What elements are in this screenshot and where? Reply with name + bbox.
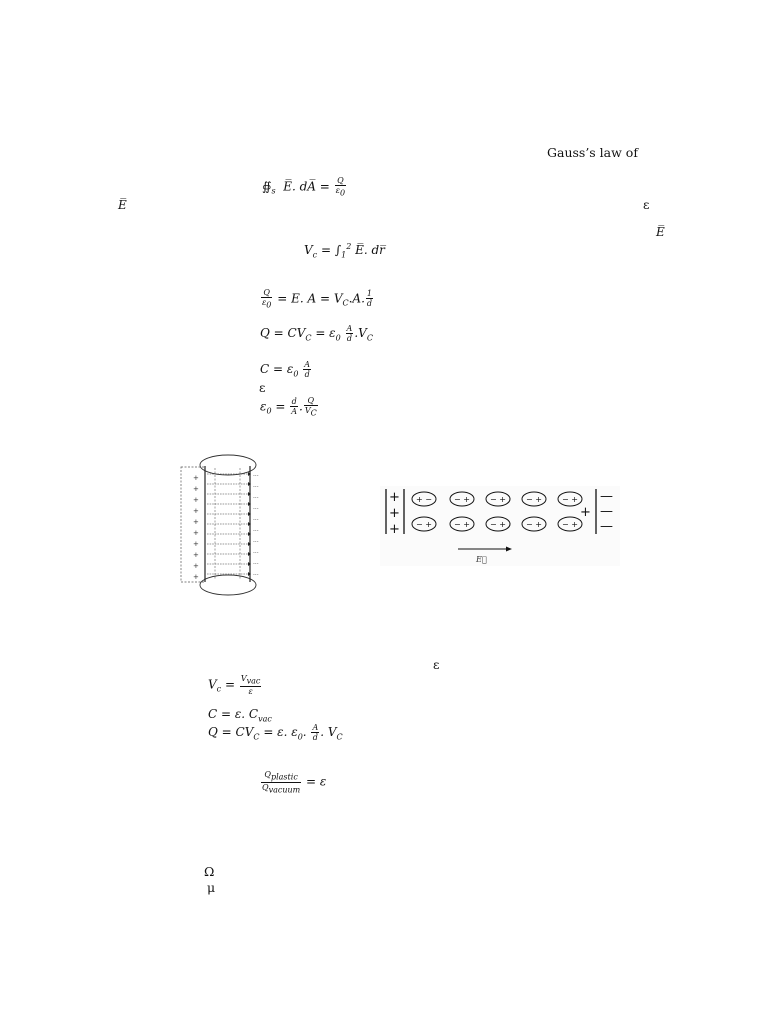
svg-text:···: ··· [253,572,259,579]
svg-text:− +: − + [562,495,578,504]
capacitance-equation: $C = \varepsilon_0$ $\frac{A}{d}$ [260,360,311,379]
omega-symbol: Ω [204,864,215,879]
svg-text:···: ··· [253,495,259,502]
svg-text:− +: − + [526,495,542,504]
svg-text:− +: − + [526,520,542,529]
right-plate-minus-1: — [600,489,613,504]
svg-text:···: ··· [253,528,259,535]
svg-text:···: ··· [253,506,259,513]
svg-text:+: + [193,562,199,570]
gauss-law-equation: $∯_s$ E̅. dA̅ = $\frac{Q}{\varepsilon_0}$ [262,176,346,198]
svg-text:+ −: + − [416,495,432,504]
e-field-symbol-left: E̅ [118,198,127,212]
bottom-fringe-arc [200,575,256,595]
svg-text:+: + [193,485,199,493]
voltage-dielectric-equation: $V_c$ = $\frac{V_{vac}}{\varepsilon}$ [208,674,261,696]
top-fringe-arc [200,455,256,475]
svg-text:− +: − + [454,520,470,529]
epsilon-symbol-lower: ε [433,657,440,672]
mu-symbol: μ [207,880,216,895]
svg-text:+: + [193,474,199,482]
left-plate-plus-3: + [389,522,400,537]
heading-fragment: Gauss’s law of [547,145,638,160]
flux-equation: $\frac{Q}{\varepsilon_0}$ = E. $A = V_C.A$. $\frac{1}{d}$ [262,288,373,310]
voltage-integral-equation: $V_c = \int_1^2$ E̅. dr̅ [304,242,385,260]
svg-text:···: ··· [253,561,259,568]
svg-text:···: ··· [253,550,259,557]
svg-text:− +: − + [562,520,578,529]
charge-equation: $Q = CV_C = \varepsilon_0$ $\frac{A}{d}$ $.V_C$ [260,324,373,343]
svg-text:+: + [193,518,199,526]
svg-text:+: + [193,507,199,515]
svg-text:+: + [193,496,199,504]
svg-text:− +: − + [490,495,506,504]
permittivity-equation: $\varepsilon_0$ = $\frac{d}{A}$ . $\frac{Q}{V_C}$ [260,396,317,418]
charge-dielectric-equation: $Q = CV_C = \varepsilon$. $\varepsilon_0$. $\frac{A}{d}$ . $V_C$ [208,723,343,742]
svg-text:− +: − + [454,495,470,504]
svg-text:···: ··· [253,484,259,491]
left-plate-plus-1: + [389,490,400,505]
svg-text:···: ··· [253,517,259,524]
svg-text:+: + [193,573,199,581]
svg-text:+: + [193,540,199,548]
right-plate-minus-3: — [600,519,613,534]
left-plate-plus-2: + [389,506,400,521]
parallel-plate-figure [178,452,278,597]
svg-text:+: + [193,551,199,559]
field-label: E⃗ [476,555,487,564]
charge-ratio-equation: $\frac{Q_{plastic}}{Q_{vacuum}}$ = ε [262,770,327,795]
svg-text:− +: − + [490,520,506,529]
epsilon-symbol-right: ε [643,197,650,212]
svg-text:+: + [193,529,199,537]
svg-text:···: ··· [253,473,259,480]
right-plate-minus-2: — [600,504,613,519]
epsilon-symbol-mid: ε [259,380,266,395]
dielectric-dipole-figure [380,486,620,566]
capacitance-dielectric-equation: C = ε. $C_{vac}$ [208,707,272,724]
e-field-symbol-right: E̅ [656,225,665,239]
svg-text:− +: − + [416,520,432,529]
mid-plus: + [580,505,591,520]
svg-text:···: ··· [253,539,259,546]
